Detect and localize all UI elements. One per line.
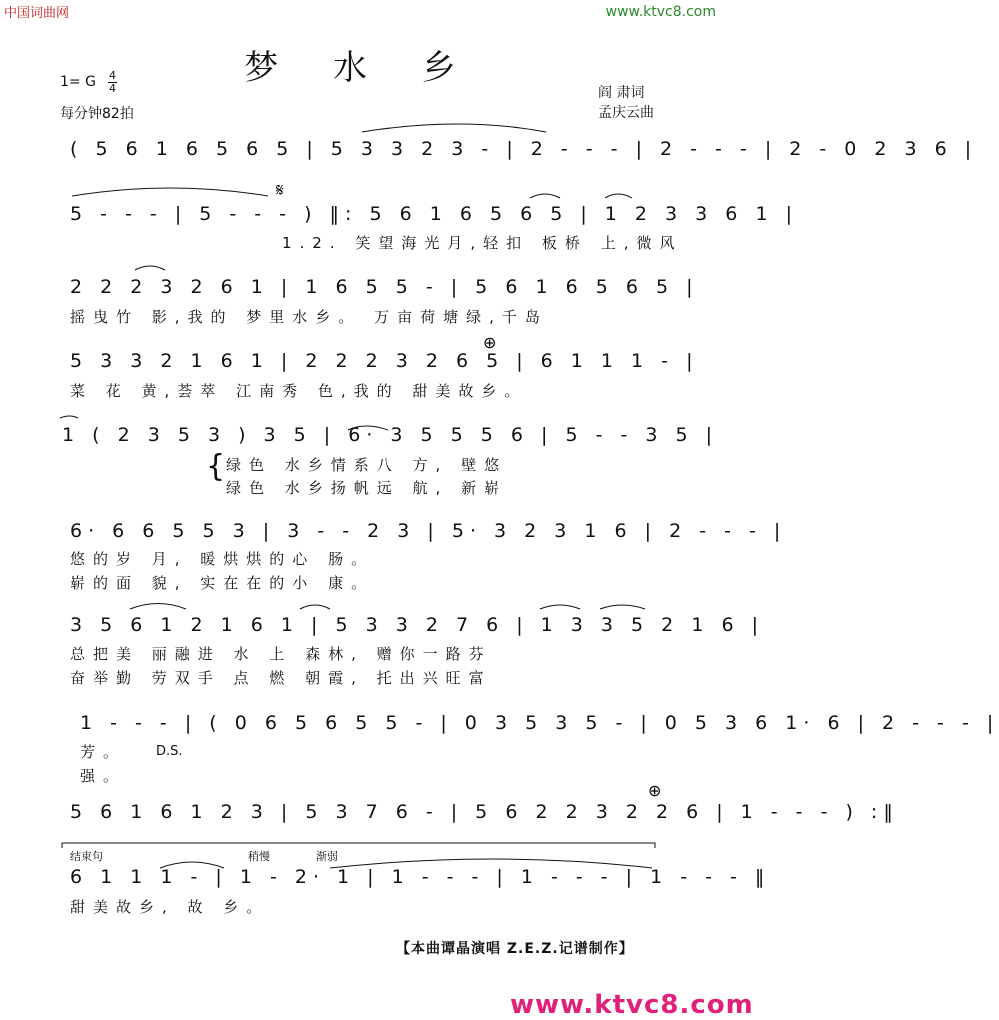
- lyric-line-verse2: 奋举勤 劳双手 点 燃 朝霞, 托出兴旺富: [70, 669, 492, 687]
- score-row-notes: 5 - - - | 5 - - - ) ‖: 5 6 1 6 5 6 5 | 1 2 3 3 6 1 |: [70, 203, 798, 225]
- coda-icon: ⊕: [648, 781, 662, 800]
- score-row-notes: 6· 6 6 5 5 3 | 3 - - 2 3 | 5· 3 2 3 1 6 | 2 - - - |: [70, 520, 787, 542]
- coda-icon: ⊕: [483, 333, 497, 352]
- composer: 孟庆云曲: [598, 105, 654, 121]
- ds-marking: D.S.: [156, 744, 183, 759]
- lyricist: 阎 肃词: [598, 85, 645, 101]
- site-watermark[interactable]: www.ktvc8.com: [510, 990, 754, 1020]
- lyric-line-verse1: 绿色 水乡情系八 方, 壁悠: [226, 456, 508, 474]
- score-row-notes: ( 5 6 1 6 5 6 5 | 5 3 3 2 3 - | 2 - - - | 2 - - - | 2 - 0 2 3 6 |: [70, 138, 978, 160]
- lyric-line-verse2: 绿色 水乡扬帆远 航, 新崭: [226, 479, 508, 497]
- tempo-marking: 每分钟82拍: [60, 106, 134, 122]
- segno-icon: 𝄋: [276, 180, 284, 201]
- slur: [60, 416, 78, 418]
- score-row-notes: 6 1 1 1 - | 1 - 2· 1 | 1 - - - | 1 - - - | 1 - - - ‖: [70, 866, 771, 888]
- lyric-line-verse1: 芳。: [80, 743, 127, 761]
- score-row-notes: 1 - - - | ( 0 6 5 6 5 5 - | 0 3 5 3 5 - | 0 5 3 6 1· 6 | 2 - - - |: [80, 712, 999, 734]
- slur: [300, 605, 330, 609]
- lyric-line-verse1: 总把美 丽融进 水 上 森林, 赠你一路芬: [70, 645, 492, 663]
- slur: [605, 194, 632, 198]
- slur: [540, 605, 580, 609]
- dynamics-marking: 渐弱: [316, 850, 338, 863]
- score-row-notes: 5 6 1 6 1 2 3 | 5 3 7 6 - | 5 6 2 2 3 2 2 6 | 1 - - - ) :‖: [70, 801, 899, 823]
- lyric-line-verse2: 强。: [80, 767, 127, 785]
- slur: [530, 194, 560, 198]
- dynamics-marking: 稍慢: [248, 850, 270, 863]
- site-name-left[interactable]: 中国词曲网: [4, 6, 70, 21]
- song-title: 梦 水 乡: [244, 48, 478, 88]
- verse-brace: {: [206, 449, 226, 484]
- recording-credit: 【本曲谭晶演唱 Z.E.Z.记谱制作】: [396, 941, 634, 957]
- score-row-notes: 5 3 3 2 1 6 1 | 2 2 2 3 2 6 5 | 6 1 1 1 - |: [70, 350, 699, 372]
- score-row-notes: 2 2 2 3 2 6 1 | 1 6 5 5 - | 5 6 1 6 5 6 5 |: [70, 276, 699, 298]
- slur: [130, 604, 186, 610]
- coda-label: 结束句: [70, 850, 103, 863]
- slur: [135, 266, 165, 270]
- lyric-line: 甜美故乡, 故 乡。: [70, 898, 270, 916]
- lyric-line: 摇曳竹 影,我的 梦里水乡。 万亩荷塘绿,千岛: [70, 308, 548, 326]
- lyric-line-verse2: 崭的面 貌, 实在在的小 康。: [70, 574, 375, 592]
- score-row-notes: 3 5 6 1 2 1 6 1 | 5 3 3 2 7 6 | 1 3 3 5 2 1 6 |: [70, 614, 764, 636]
- site-url-right[interactable]: www.ktvc8.com: [605, 4, 716, 20]
- lyric-line: 菜 花 黄,荟萃 江南秀 色,我的 甜美故乡。: [70, 382, 528, 400]
- time-numerator: 4: [109, 69, 116, 82]
- time-denominator: 4: [109, 82, 116, 95]
- key-signature: 1= G: [60, 74, 96, 90]
- lyric-line-verse1: 悠的岁 月, 暖烘烘的心 肠。: [70, 550, 375, 568]
- slur: [362, 124, 546, 132]
- slur: [600, 605, 645, 609]
- slur: [72, 188, 268, 196]
- lyric-line: 1.2. 笑望海光月,轻扣 板桥 上,微风: [282, 234, 683, 252]
- score-row-notes: 1 ( 2 3 5 3 ) 3 5 | 6· 3 5 5 5 6 | 5 - - 3 5 |: [62, 424, 719, 446]
